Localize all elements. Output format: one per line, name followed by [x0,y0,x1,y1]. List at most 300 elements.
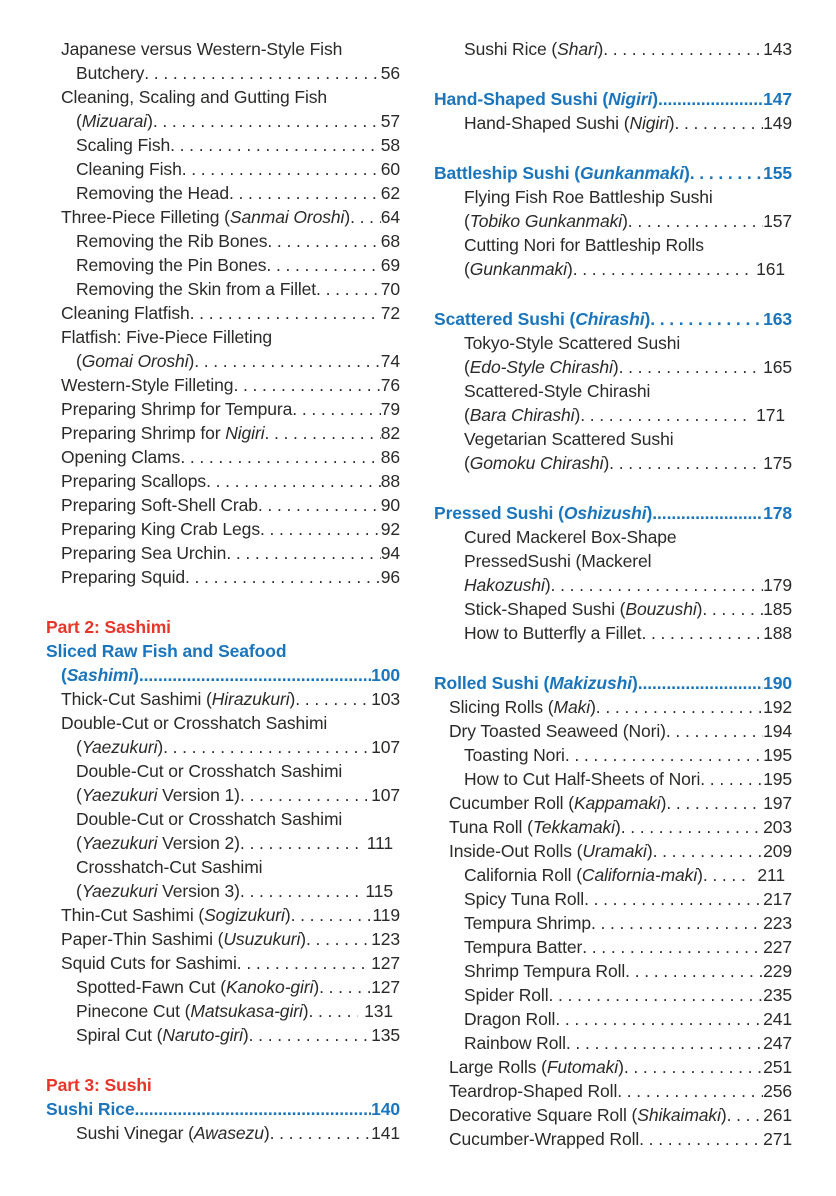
entry-text: Double-Cut or Crosshatch Sashimi [61,713,328,733]
japanese-term: Edo-Style Chirashi [469,357,613,377]
dot-leader [233,373,380,397]
page-number: 88 [380,471,400,491]
entry-text: Double-Cut or Crosshatch Sashimi [76,761,343,781]
entry-title [76,133,170,157]
entry-text: ( [464,211,470,231]
entry-text: Battleship Sushi ( [434,163,580,183]
page-number: 256 [763,1081,792,1101]
entry-text: ( [464,453,470,473]
toc-entry [46,373,400,397]
entry-text: Decorative Square Roll ( [449,1105,638,1125]
entry-text: ( [464,259,470,279]
entry-text: Removing the Pin Bones [76,255,267,275]
toc-entry [46,517,400,541]
entry-title [61,951,237,975]
entry-title [76,109,153,133]
chapter-entry [46,1097,400,1121]
toc-entry [46,325,400,349]
page-number: 135 [371,1025,400,1045]
entry-text: Dragon Roll [464,1009,556,1029]
dot-leader [249,1023,371,1047]
entry-title [76,277,316,301]
dot-leader [591,911,763,935]
japanese-term: Futomaki [546,1057,619,1077]
dot-leader [617,1079,763,1103]
entry-title [464,767,700,791]
entry-title [434,161,690,185]
entry-title [61,421,264,445]
dot-leader [295,687,371,711]
toc-entry [46,469,400,493]
entry-text: ) [644,309,651,329]
japanese-term: Makizushi [549,673,633,693]
toc-entry [46,1121,400,1145]
page-number: 271 [763,1129,792,1149]
entry-text: Removing the Skin from a Fillet [76,279,317,299]
toc-column-right [434,37,792,1151]
entry-title [61,927,306,951]
entry-title [61,541,226,565]
toc-entry [434,815,792,839]
entry-title [464,525,677,549]
dot-leader [702,597,763,621]
japanese-term: Matsukasa-giri [190,1001,303,1021]
dot-leader [624,1055,763,1079]
toc-entry [434,863,792,887]
toc-entry [46,61,400,85]
dot-leader [316,277,381,301]
page-number: 197 [763,793,792,813]
toc-entry [434,1055,792,1079]
entry-text: ) [660,793,667,813]
entry-text: ) [157,737,164,757]
entry-text: ) [544,575,551,595]
dot-leader [666,719,763,743]
dot-leader [641,621,763,645]
entry-title [464,935,582,959]
entry-title [434,501,652,525]
page-number: 57 [380,111,400,131]
japanese-term: Yaezukuri [81,833,158,853]
entry-text: How to Cut Half-Sheets of Nori [464,769,701,789]
entry-title [464,887,584,911]
dot-leader [185,565,381,589]
entry-title [61,37,342,61]
dot-leader [555,1007,763,1031]
toc-entry [434,403,792,427]
toc-entry [434,887,792,911]
page-number: 157 [763,211,792,231]
entry-title [464,331,680,355]
dot-leader [551,573,764,597]
part-heading [46,1073,400,1097]
toc-entry [434,621,792,645]
page-number: 70 [380,279,400,299]
entry-title [464,185,713,209]
page-number: 94 [380,543,400,563]
entry-text: ) [697,865,703,885]
page-number: 56 [380,63,400,83]
entry-text: ) [133,665,139,685]
dot-leader [267,229,380,253]
toc-entry [46,783,400,807]
page-number: 149 [763,113,792,133]
entry-text: Pinecone Cut ( [76,1001,191,1021]
dot-leader [237,951,371,975]
page-number: 76 [380,375,400,395]
entry-text: Thin-Cut Sashimi ( [61,905,205,925]
entry-text: Scattered-Style Chirashi [464,381,651,401]
entry-title [46,1097,134,1121]
dot-leader [584,887,763,911]
toc-entry [434,1031,792,1055]
toc-entry [434,1103,792,1127]
chapter-entry [434,307,792,331]
entry-title [76,807,342,831]
entry-title [464,1031,566,1055]
dot-leader [134,1097,371,1121]
page-number: 178 [763,503,792,523]
entry-title [464,403,580,427]
japanese-term: Usuzukuri [223,929,301,949]
page-number: 163 [763,309,792,329]
entry-text: Spiral Cut ( [76,1025,163,1045]
entry-text: ) [147,111,153,131]
toc-entry [46,205,400,229]
entry-text: ) [612,357,619,377]
toc-entry [46,445,400,469]
dot-leader [229,181,381,205]
toc-entry [434,1127,792,1151]
entry-title [464,549,651,573]
toc-entry [46,277,400,301]
entry-text: ) [646,841,653,861]
dot-leader [308,999,358,1023]
entry-text: ( [76,111,82,131]
japanese-term: Shari [557,39,598,59]
toc-entry [46,711,400,735]
toc-entry [46,157,400,181]
entry-text: Rolled Sushi ( [434,673,550,693]
toc-entry [46,903,400,927]
page-number: 86 [380,447,400,467]
entry-text: Cleaning, Scaling and Gutting Fish [61,87,328,107]
japanese-term: Sogizukuri [204,905,285,925]
dot-leader [700,767,763,791]
japanese-term: Oshizushi [563,503,647,523]
entry-title [76,975,319,999]
entry-text: ) [574,405,581,425]
entry-title [449,839,653,863]
entry-text: Cutting Nori for Battleship Rolls [464,235,704,255]
entry-text: Japanese versus Western-Style Fish [61,39,343,59]
entry-text: Opening Clams [61,447,181,467]
entry-text: Pressed Sushi ( [434,503,564,523]
dot-leader [603,37,763,61]
entry-title [46,615,171,639]
entry-text: Three-Piece Filleting ( [61,207,230,227]
dot-leader [194,349,381,373]
entry-text: ) [720,1105,727,1125]
page-number: 179 [763,575,792,595]
entry-title [449,695,596,719]
japanese-term: Chirashi [575,309,645,329]
entry-title [61,205,350,229]
page-number: 188 [763,623,792,643]
entry-title [61,663,139,687]
entry-text: ) [313,977,320,997]
entry-text: Spotted-Fawn Cut ( [76,977,226,997]
page-number: 123 [371,929,400,949]
dot-leader [153,109,381,133]
page-number: 107 [371,785,400,805]
entry-text: Shrimp Tempura Roll [464,961,626,981]
page-number: 251 [763,1057,792,1077]
entry-title [464,209,628,233]
page-number: 74 [380,351,400,371]
entry-title [449,791,666,815]
toc-entry [434,743,792,767]
page-number: 58 [380,135,400,155]
chapter-entry [46,639,400,663]
entry-text: Flying Fish Roe Battleship Sushi [464,187,713,207]
dot-leader [652,501,763,525]
entry-text: ) [302,1001,309,1021]
toc-entry [46,181,400,205]
japanese-term: Bouzushi [625,599,697,619]
japanese-term: Gunkanmaki [469,259,567,279]
toc-entry [434,379,792,403]
part-heading [46,615,400,639]
chapter-entry [434,501,792,525]
japanese-term: Nigiri [629,113,669,133]
dot-leader [621,815,763,839]
entry-text: Scattered Sushi ( [434,309,576,329]
page-number: 203 [763,817,792,837]
dot-leader [182,157,381,181]
entry-title [76,253,266,277]
entry-title [464,621,641,645]
entry-title [464,959,625,983]
page-number: 185 [763,599,792,619]
entry-text: ) [614,817,621,837]
dot-leader [653,839,764,863]
entry-text: Preparing King Crab Legs [61,519,260,539]
entry-text: ) [696,599,703,619]
entry-text: ) [646,503,653,523]
toc-entry [434,791,792,815]
japanese-term: Yaezukuri [81,881,158,901]
entry-text: Preparing Scallops [61,471,207,491]
toc-entry [46,37,400,61]
entry-text: ( [76,833,82,853]
toc-entry [46,349,400,373]
entry-text: Tempura Batter [464,937,583,957]
entry-text: Hand-Shaped Sushi ( [434,89,609,109]
entry-text: Thick-Cut Sashimi ( [61,689,212,709]
entry-text: Flatfish: Five-Piece Filleting [61,327,272,347]
entry-text: Version 1) [157,785,240,805]
entry-text: Large Rolls ( [449,1057,547,1077]
entry-text: ( [76,351,82,371]
entry-text: Sushi Rice ( [464,39,558,59]
toc-entry [46,229,400,253]
entry-text: Cured Mackerel Box-Shape [464,527,677,547]
entry-text: Slicing Rolls ( [449,697,554,717]
dot-leader [596,695,763,719]
toc-entry [46,541,400,565]
japanese-term: Gomai Oroshi [81,351,189,371]
entry-text: Sushi Vinegar ( [76,1123,194,1143]
page-number: 155 [763,163,792,183]
toc-entry [46,759,400,783]
entry-title [464,233,704,257]
chapter-entry [434,671,792,695]
entry-text: ) [684,163,690,183]
entry-text: Removing the Rib Bones [76,231,268,251]
entry-title [449,1127,639,1151]
page-number: 127 [371,953,400,973]
page-number: 119 [372,905,400,925]
japanese-term: Gunkanmaki [580,163,685,183]
dot-leader [264,421,380,445]
page-number: 195 [763,769,792,789]
dot-leader [180,445,380,469]
toc-entry [434,935,792,959]
toc-entry [46,855,400,879]
toc-entry [46,1023,400,1047]
entry-title [76,999,308,1023]
dot-leader [566,1031,763,1055]
page-number: 111 [366,833,393,853]
toc-entry [434,209,792,233]
dot-leader [580,403,750,427]
page-number: 229 [763,961,792,981]
page-number: 107 [371,737,400,757]
entry-title [46,1073,152,1097]
page-number: 211 [757,865,785,885]
toc-entry [434,257,792,281]
entry-text: Sushi Rice [46,1099,135,1119]
page-number: 147 [763,89,792,109]
toc-entry [46,493,400,517]
entry-text: ( [61,665,67,685]
toc-entry [434,427,792,451]
toc-entry [434,959,792,983]
page-number: 127 [371,977,400,997]
toc-entry [46,807,400,831]
japanese-term: Gomoku Chirashi [469,453,604,473]
entry-text: ) [300,929,307,949]
page-number: 96 [380,567,400,587]
entry-title [61,373,233,397]
entry-title [61,493,258,517]
entry-title [76,831,240,855]
dot-leader [163,735,371,759]
entry-text: Stick-Shaped Sushi ( [464,599,626,619]
japanese-term: Sashimi [66,665,134,685]
toc-entry [46,109,400,133]
toc-entry [434,767,792,791]
dot-leader [260,517,381,541]
dot-leader [650,307,763,331]
dot-leader [240,783,371,807]
page-number: 62 [380,183,400,203]
page-number: 235 [763,985,792,1005]
page-number: 82 [380,423,400,443]
dot-leader [144,61,380,85]
toc-entry [434,111,792,135]
toc-entry [46,301,400,325]
entry-text: ( [464,405,470,425]
japanese-term: Mizuarai [81,111,148,131]
japanese-term: Hakozushi [464,575,545,595]
toc-entry [46,927,400,951]
dot-leader [628,209,763,233]
dot-leader [139,663,371,687]
toc-entry [434,525,792,549]
entry-title [61,903,291,927]
page-number: 143 [763,39,792,59]
entry-text: ) [566,259,573,279]
toc-entry [434,1007,792,1031]
japanese-term: Bara Chirashi [469,405,575,425]
toc-entry [46,397,400,421]
dot-leader [727,1103,763,1127]
entry-title [449,815,621,839]
entry-text: Cucumber-Wrapped Roll [449,1129,640,1149]
chapter-entry [434,161,792,185]
entry-title [61,711,327,735]
toc-entry [434,1079,792,1103]
entry-title [449,1055,624,1079]
dot-leader [609,451,763,475]
toc-entry [46,565,400,589]
entry-title [76,879,240,903]
toc-entry [434,549,792,573]
dot-leader [582,935,763,959]
entry-title [464,257,573,281]
japanese-term: California-maki [581,865,698,885]
entry-text: California Roll ( [464,865,582,885]
entry-title [61,325,272,349]
japanese-term: Naruto-giri [162,1025,243,1045]
toc-entry [434,573,792,597]
dot-leader [206,469,381,493]
japanese-term: Kappamaki [573,793,661,813]
entry-text: Part 3: Sushi [46,1075,152,1095]
entry-text: ) [344,207,351,227]
toc-entry [434,185,792,209]
entry-title [449,1103,727,1127]
dot-leader [638,671,763,695]
dot-leader [703,863,752,887]
toc-entry [46,421,400,445]
toc-entry [46,253,400,277]
entry-text: PressedSushi (Mackerel [464,551,652,571]
entry-title [464,111,674,135]
entry-title [434,671,638,695]
entry-title [464,379,650,403]
entry-text: Vegetarian Scattered Sushi [464,429,674,449]
toc-entry [46,975,400,999]
toc-entry [46,687,400,711]
page-number: 60 [380,159,400,179]
dot-leader [674,111,763,135]
entry-text: Teardrop-Shaped Roll [449,1081,618,1101]
dot-leader [350,205,381,229]
page-number: 195 [763,745,792,765]
